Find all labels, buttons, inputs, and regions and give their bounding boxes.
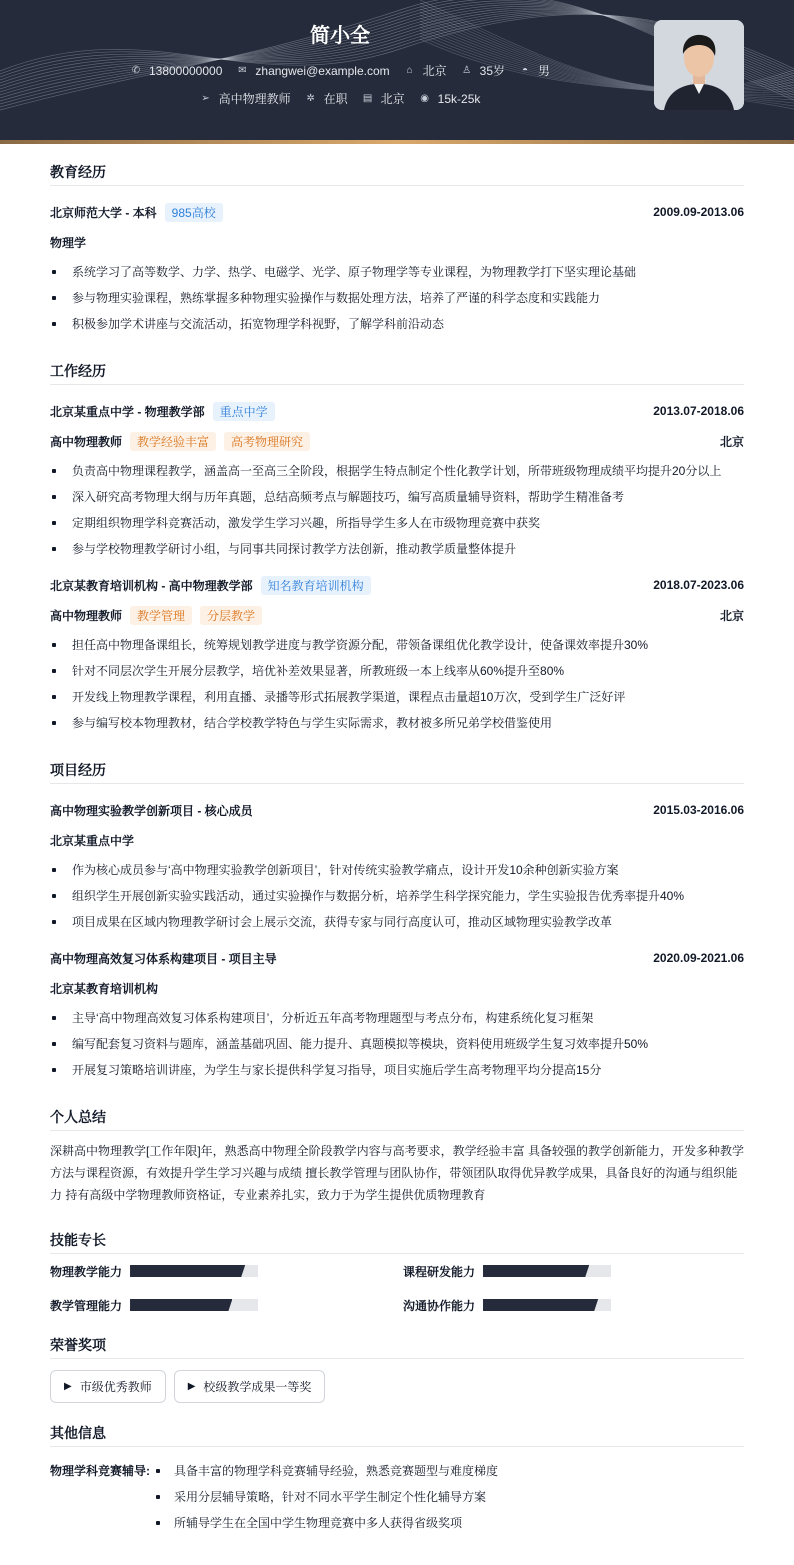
bullet-item: 负责高中物理课程教学，涵盖高一至高三全阶段，根据学生特点制定个性化教学计划，所带班级物理成绩平均提升20分以上 [50, 458, 744, 484]
entry-header [50, 943, 744, 973]
bullet-item: 参与物理实验课程，熟练掌握多种物理实验操作与数据处理方法，培养了严谨的科学态度和实践能力 [50, 285, 744, 311]
contacts-text: zhangwei@example.com [255, 63, 390, 78]
bullet-item: 针对不同层次学生开展分层教学，培优补差效果显著，所教班级一本上线率从60%提升至80% [50, 658, 744, 684]
header-contacts-item [461, 62, 505, 79]
tag-badge: 教学管理 [130, 606, 192, 625]
tag-badge: 重点中学 [213, 402, 275, 421]
play-triangle-icon: ▶ [187, 1381, 196, 1392]
job-text: 在职 [323, 92, 348, 106]
entry-title-group [50, 402, 275, 421]
entry-bullets [50, 458, 744, 562]
bullet-item: 开展复习策略培训讲座，为学生与家长提供科学复习指导，项目实施后学生高考物理平均分提高15分 [50, 1057, 744, 1083]
skill-name: 物理教学能力 [50, 1264, 123, 1279]
job-intent [0, 90, 680, 107]
play-triangle-icon: ▶ [64, 1381, 72, 1392]
award-name: 校级教学成果一等奖 [203, 1380, 312, 1394]
header-contacts-item [236, 62, 389, 79]
bullet-item: 具备丰富的物理学科竞赛辅导经验，熟悉竞赛题型与难度梯度 [154, 1458, 498, 1484]
section-work [50, 361, 744, 736]
entry-location: 北京 [719, 434, 744, 449]
award-badge[interactable] [50, 1370, 166, 1403]
header-job-item [200, 90, 291, 107]
candidate-name: 简小全 [310, 25, 370, 47]
contacts-text: 13800000000 [148, 63, 223, 78]
skill-bar [130, 1265, 258, 1277]
header-contacts-item [519, 62, 550, 79]
section-skills [50, 1230, 744, 1311]
header-job-item [362, 90, 405, 107]
entry-sub-group [50, 832, 134, 849]
entry-header [50, 197, 744, 227]
age-icon: ♙ [462, 65, 472, 76]
skill-name: 教学管理能力 [50, 1298, 123, 1313]
entry-organization: 高中物理高效复习体系构建项目 - 项目主导 [50, 951, 277, 966]
entry-bullets [50, 259, 744, 337]
entry-date: 2009.09-2013.06 [653, 205, 744, 219]
header-contacts-item [404, 62, 447, 79]
tag-badge: 985高校 [165, 203, 223, 222]
status-icon: ✲ [306, 93, 315, 104]
section-education [50, 162, 744, 337]
skill-bar-fill [130, 1265, 245, 1277]
other-info-key: 物理学科竞赛辅导: [50, 1464, 150, 1478]
resume-header [0, 0, 794, 140]
skill-item [403, 1299, 744, 1311]
tag-badge: 教学经验丰富 [130, 432, 216, 451]
skills-grid [50, 1265, 744, 1311]
entry-sub-group [50, 234, 86, 251]
skill-name: 沟通协作能力 [403, 1298, 476, 1313]
building-icon: ▤ [362, 93, 373, 104]
entry-role: 高中物理教师 [50, 434, 123, 449]
contacts-text: 男 [538, 64, 551, 78]
contacts-text: 北京 [422, 64, 447, 78]
tag-badge: 知名教育培训机构 [261, 576, 371, 595]
header-contacts-item [130, 62, 222, 79]
entry-sub-group [50, 980, 158, 997]
entry-item [50, 943, 744, 1083]
resume-body [50, 162, 744, 1560]
entry-role: 物理学 [50, 235, 87, 250]
bullet-item: 系统学习了高等数学、力学、热学、电磁学、光学、原子物理学等专业课程，为物理教学打下坚实理论基础 [50, 259, 744, 285]
job-text: 高中物理教师 [218, 92, 291, 106]
bullet-item: 定期组织物理学科竞赛活动，激发学生学习兴趣，所指导学生多人在市级物理竞赛中获奖 [50, 510, 744, 536]
gender-icon: ◓ [521, 65, 529, 76]
entry-role: 北京某教育培训机构 [50, 981, 159, 996]
section-title: 技能专长 [50, 1230, 744, 1254]
entry-location: 北京 [719, 608, 744, 623]
entry-date: 2020.09-2021.06 [653, 951, 744, 965]
award-badge[interactable] [174, 1370, 326, 1403]
awards-list [50, 1370, 744, 1403]
entry-header [50, 795, 744, 825]
entry-subheader [50, 227, 744, 257]
other-info-bullets [154, 1458, 498, 1536]
entry-organization: 高中物理实验教学创新项目 - 核心成员 [50, 803, 253, 818]
bullet-item: 参与编写校本物理教材，结合学校教学特色与学生实际需求，教材被多所兄弟学校借鉴使用 [50, 710, 744, 736]
avatar [654, 20, 744, 110]
entry-title-group [50, 802, 253, 819]
skill-bar [483, 1299, 611, 1311]
entry-subheader [50, 973, 744, 1003]
section-honors [50, 1335, 744, 1403]
entry-subheader [50, 825, 744, 855]
entry-organization: 北京某重点中学 - 物理教学部 [50, 404, 205, 419]
entry-role: 高中物理教师 [50, 608, 123, 623]
header-job-item [305, 90, 348, 107]
section-summary [50, 1107, 744, 1206]
entry-header [50, 396, 744, 426]
bullet-item: 编写配套复习资料与题库，涵盖基础巩固、能力提升、真题模拟等模块，资料使用班级学生复习效率提升50% [50, 1031, 744, 1057]
section-projects [50, 760, 744, 1083]
section-title: 荣誉奖项 [50, 1335, 744, 1359]
entry-organization: 北京某教育培训机构 - 高中物理教学部 [50, 578, 253, 593]
entry-sub-group [50, 432, 310, 451]
entry-header [50, 570, 744, 600]
skill-item [50, 1265, 403, 1277]
section-other [50, 1423, 744, 1536]
job-text: 15k-25k [437, 91, 481, 106]
entry-item [50, 795, 744, 935]
entry-bullets [50, 857, 744, 935]
section-title: 教育经历 [50, 162, 744, 186]
skill-item [403, 1265, 744, 1277]
section-title: 个人总结 [50, 1107, 744, 1131]
summary-text: 深耕高中物理教学[工作年限]年，熟悉高中物理全阶段教学内容与高考要求，教学经验丰富 具备较强的教学创新能力，开发多种教学方法与课程资源，有效提升学生学习兴趣与成绩 擅长教学管理与团队协作，带领团队取得优异教学成果，具备良好的沟通与组织能力 持有高级中学物理教师资格证，专业素养扎实，致力于为学生提供优质物理教育 [50, 1144, 745, 1202]
other-info-row [50, 1458, 744, 1536]
entry-bullets [50, 632, 744, 736]
bullet-item: 采用分层辅导策略，针对不同水平学生制定个性化辅导方案 [154, 1484, 498, 1510]
award-name: 市级优秀教师 [79, 1380, 152, 1394]
bullet-item: 开发线上物理教学课程，利用直播、录播等形式拓展教学渠道，课程点击量超10万次，受到学生广泛好评 [50, 684, 744, 710]
header-job-item [419, 90, 481, 107]
skill-bar [483, 1265, 611, 1277]
mail-icon: ✉ [238, 65, 247, 76]
bullet-item: 深入研究高考物理大纲与历年真题，总结高频考点与解题技巧，编写高质量辅导资料，帮助学生精准备考 [50, 484, 744, 510]
entry-date: 2015.03-2016.06 [653, 803, 744, 817]
contacts-text: 35岁 [479, 64, 506, 78]
skill-bar [130, 1299, 258, 1311]
skill-bar-fill [483, 1265, 589, 1277]
skill-bar-fill [483, 1299, 598, 1311]
entry-item [50, 396, 744, 562]
entry-organization: 北京师范大学 - 本科 [50, 205, 157, 220]
bullet-item: 所辅导学生在全国中学生物理竞赛中多人获得省级奖项 [154, 1510, 498, 1536]
entry-subheader [50, 426, 744, 456]
entry-item [50, 570, 744, 736]
entry-bullets [50, 1005, 744, 1083]
contact-info [0, 62, 680, 79]
entry-role: 北京某重点中学 [50, 833, 135, 848]
bullet-item: 组织学生开展创新实验实践活动，通过实验操作与数据分析，培养学生科学探究能力，学生实验报告优秀率提升40% [50, 883, 744, 909]
send-icon: ➢ [201, 93, 210, 104]
bullet-item: 担任高中物理备课组长，统筹规划教学进度与教学资源分配，带领备课组优化教学设计，使备课效率提升30% [50, 632, 744, 658]
entry-sub-group [50, 606, 262, 625]
tag-badge: 高考物理研究 [224, 432, 310, 451]
section-title: 项目经历 [50, 760, 744, 784]
section-title: 其他信息 [50, 1423, 744, 1447]
skill-item [50, 1299, 403, 1311]
skill-bar-fill [130, 1299, 232, 1311]
job-text: 北京 [380, 92, 405, 106]
bullet-item: 参与学校物理教学研讨小组，与同事共同探讨教学方法创新，推动教学质量整体提升 [50, 536, 744, 562]
entry-date: 2013.07-2018.06 [653, 404, 744, 418]
tag-badge: 分层教学 [200, 606, 262, 625]
entry-date: 2018.07-2023.06 [653, 578, 744, 592]
bullet-item: 项目成果在区域内物理教学研讨会上展示交流，获得专家与同行高度认可，推动区域物理实验教学改革 [50, 909, 744, 935]
bullet-item: 积极参加学术讲座与交流活动，拓宽物理学科视野，了解学科前沿动态 [50, 311, 744, 337]
skill-name: 课程研发能力 [403, 1264, 476, 1279]
bullet-item: 作为核心成员参与‘高中物理实验教学创新项目’，针对传统实验教学痛点，设计开发10余种创新实验方案 [50, 857, 744, 883]
entry-title-group [50, 203, 223, 222]
salary-icon: ◉ [420, 93, 430, 104]
entry-subheader [50, 600, 744, 630]
phone-icon: ✆ [131, 65, 141, 76]
home-icon: ⌂ [406, 65, 413, 76]
entry-title-group [50, 576, 371, 595]
entry-title-group [50, 950, 277, 967]
section-title: 工作经历 [50, 361, 744, 385]
bullet-item: 主导‘高中物理高效复习体系构建项目’，分析近五年高考物理题型与考点分布，构建系统化复习框架 [50, 1005, 744, 1031]
header-accent-line [0, 140, 794, 144]
entry-item [50, 197, 744, 337]
